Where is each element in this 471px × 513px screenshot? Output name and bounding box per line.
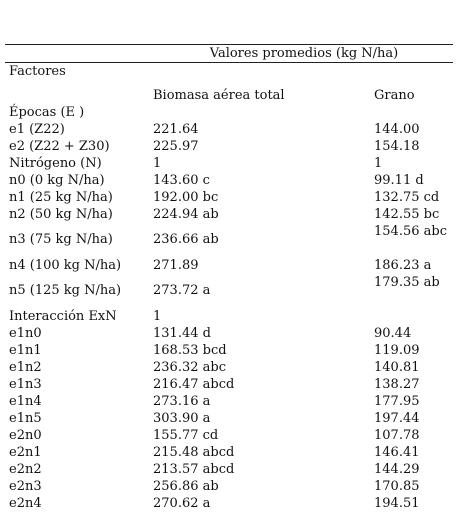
factor-cell: e1n4 <box>9 394 42 409</box>
factor-cell: e2n3 <box>9 479 42 494</box>
grano-cell: 197.44 <box>374 411 420 426</box>
biomasa-cell: 215.48 abcd <box>153 445 235 460</box>
grano-cell: 154.18 <box>374 139 420 154</box>
biomasa-cell: 1 <box>153 309 162 324</box>
factors-label: Factores <box>9 64 66 79</box>
table-row <box>5 155 453 172</box>
table-row <box>5 206 453 223</box>
biomasa-cell: 168.53 bcd <box>153 343 227 358</box>
table-row <box>5 138 453 155</box>
biomasa-cell: 131.44 d <box>153 326 211 341</box>
column-header-row <box>5 80 453 104</box>
factor-cell: e2n0 <box>9 428 42 443</box>
table-header-row <box>5 45 453 62</box>
grano-cell: 170.85 <box>374 479 420 494</box>
biomasa-cell: 213.57 abcd <box>153 462 235 477</box>
grano-cell: 138.27 <box>374 377 420 392</box>
grano-cell: 177.95 <box>374 394 420 409</box>
biomasa-cell: 225.97 <box>153 139 199 154</box>
factor-cell: e2n4 <box>9 496 42 511</box>
col-grano-header: Grano <box>374 88 415 103</box>
grano-cell: 140.81 <box>374 360 420 375</box>
grano-cell: 107.78 <box>374 428 420 443</box>
biomasa-cell: 224.94 ab <box>153 207 219 222</box>
table-row <box>5 274 453 308</box>
table-row <box>5 359 453 376</box>
table-row <box>5 461 453 478</box>
factor-cell: Épocas (E ) <box>9 105 85 120</box>
grano-cell: 146.41 <box>374 445 420 460</box>
factor-cell: n4 (100 kg N/ha) <box>9 258 122 273</box>
table-row <box>5 172 453 189</box>
factor-cell: e2n2 <box>9 462 42 477</box>
factor-cell: e2n1 <box>9 445 42 460</box>
factor-cell: e1n0 <box>9 326 42 341</box>
biomasa-cell: 270.62 a <box>153 496 211 511</box>
biomasa-cell: 236.32 abc <box>153 360 226 375</box>
factor-cell: e2 (Z22 + Z30) <box>9 139 110 154</box>
table-row <box>5 478 453 495</box>
grano-cell: 144.00 <box>374 122 420 137</box>
grano-cell: 144.29 <box>374 462 420 477</box>
table-row <box>5 257 453 274</box>
table-row <box>5 342 453 359</box>
table-row <box>5 410 453 427</box>
table-row <box>5 325 453 342</box>
biomasa-cell: 256.86 ab <box>153 479 219 494</box>
biomasa-cell: 236.66 ab <box>153 232 219 247</box>
biomasa-cell: 216.47 abcd <box>153 377 235 392</box>
factor-cell: Interacción ExN <box>9 309 117 324</box>
factor-cell: n5 (125 kg N/ha) <box>9 283 122 298</box>
factor-cell: n2 (50 kg N/ha) <box>9 207 113 222</box>
factor-cell: e1n3 <box>9 377 42 392</box>
biomasa-cell: 155.77 cd <box>153 428 219 443</box>
factor-cell: e1 (Z22) <box>9 122 65 137</box>
factor-cell: e1n5 <box>9 411 42 426</box>
factor-cell: n1 (25 kg N/ha) <box>9 190 113 205</box>
table-row <box>5 308 453 325</box>
biomasa-cell: 221.64 <box>153 122 199 137</box>
grano-cell: 179.35 ab <box>374 275 440 290</box>
table-row <box>5 189 453 206</box>
factor-cell: n3 (75 kg N/ha) <box>9 232 113 247</box>
biomasa-cell: 273.16 a <box>153 394 211 409</box>
factors-row <box>5 63 453 80</box>
grano-cell: 119.09 <box>374 343 420 358</box>
table-row <box>5 376 453 393</box>
biomasa-cell: 273.72 a <box>153 283 211 298</box>
table-row <box>5 393 453 410</box>
col-biomasa-header: Biomasa aérea total <box>153 88 285 103</box>
results-table <box>5 44 453 512</box>
factor-cell: e1n2 <box>9 360 42 375</box>
grano-cell: 1 <box>374 156 383 171</box>
grano-cell: 132.75 cd <box>374 190 440 205</box>
table-row <box>5 444 453 461</box>
biomasa-cell: 303.90 a <box>153 411 211 426</box>
table-row <box>5 104 453 121</box>
grano-cell: 142.55 bc <box>374 207 440 222</box>
biomasa-cell: 143.60 c <box>153 173 210 188</box>
grano-cell: 154.56 abc <box>374 224 447 239</box>
biomasa-cell: 1 <box>153 156 162 171</box>
table-row <box>5 495 453 512</box>
grano-cell: 194.51 <box>374 496 420 511</box>
table-row <box>5 223 453 257</box>
biomasa-cell: 192.00 bc <box>153 190 219 205</box>
table-header: Valores promedios (kg N/ha) <box>209 46 399 61</box>
factor-cell: e1n1 <box>9 343 42 358</box>
grano-cell: 186.23 a <box>374 258 432 273</box>
factor-cell: n0 (0 kg N/ha) <box>9 173 105 188</box>
factor-cell: Nitrógeno (N) <box>9 156 102 171</box>
table-row <box>5 121 453 138</box>
table-row <box>5 427 453 444</box>
grano-cell: 99.11 d <box>374 173 424 188</box>
table-body <box>5 104 453 512</box>
grano-cell: 90.44 <box>374 326 412 341</box>
biomasa-cell: 271.89 <box>153 258 199 273</box>
